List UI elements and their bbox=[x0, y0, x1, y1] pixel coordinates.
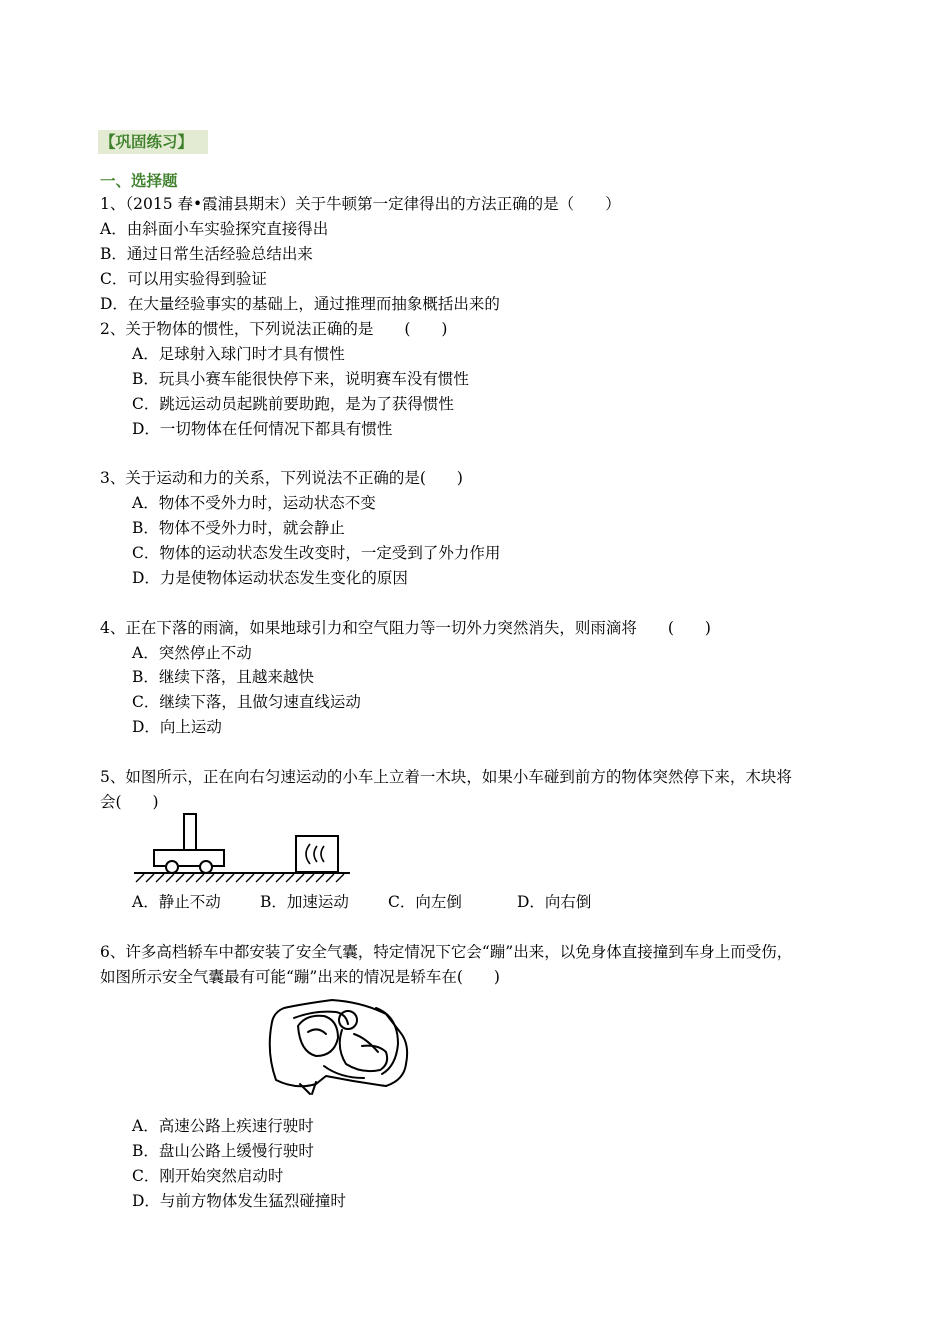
part-heading: 一、选择题 bbox=[100, 172, 178, 190]
q4-stem: 4、正在下落的雨滴，如果地球引力和空气阻力等一切外力突然消失，则雨滴将 ( ) bbox=[100, 619, 711, 637]
obstacle-box bbox=[296, 836, 338, 872]
q1-option-d: D．在大量经验事实的基础上，通过推理而抽象概括出来的 bbox=[100, 295, 500, 313]
q4-option-b: B．继续下落，且越来越快 bbox=[132, 668, 314, 686]
q6-option-b: B．盘山公路上缓慢行驶时 bbox=[132, 1142, 314, 1160]
cart-wheel-left bbox=[166, 861, 178, 873]
q6-stem-line2: 如图所示安全气囊最有可能“蹦”出来的情况是轿车在( ) bbox=[100, 968, 500, 986]
q5-stem-line1: 5、如图所示，正在向右匀速运动的小车上立着一木块，如果小车碰到前方的物体突然停下来，木块将 bbox=[100, 768, 792, 786]
q3-option-d: D．力是使物体运动状态发生变化的原因 bbox=[132, 569, 408, 587]
q3-option-c: C．物体的运动状态发生改变时，一定受到了外力作用 bbox=[132, 544, 501, 562]
driver-head bbox=[339, 1011, 357, 1029]
q6-stem-line1: 6、许多高档轿车中都安装了安全气囊，特定情况下它会“蹦”出来，以免身体直接撞到车身上而受伤， bbox=[100, 943, 793, 961]
q3-option-a: A．物体不受外力时，运动状态不变 bbox=[132, 494, 376, 512]
q5-option-c: C．向左倒 bbox=[388, 893, 462, 911]
q4-option-a: A．突然停止不动 bbox=[132, 644, 252, 662]
q2-option-b: B．玩具小赛车能很快停下来，说明赛车没有惯性 bbox=[132, 370, 469, 388]
airbag-shape bbox=[298, 1016, 338, 1056]
q1-option-a: A．由斜面小车实验探究直接得出 bbox=[100, 220, 329, 238]
q4-option-d: D．向上运动 bbox=[132, 718, 222, 736]
cart-block-figure bbox=[132, 812, 352, 884]
q6-option-c: C．刚开始突然启动时 bbox=[132, 1167, 284, 1185]
airbag-figure bbox=[264, 988, 414, 1098]
section-heading: 【巩固练习】 bbox=[100, 133, 194, 151]
q2-stem: 2、关于物体的惯性，下列说法正确的是 ( ) bbox=[100, 320, 448, 338]
q5-option-d: D．向右倒 bbox=[517, 893, 592, 911]
q4-option-c: C．继续下落，且做匀速直线运动 bbox=[132, 693, 361, 711]
driver-body bbox=[340, 1030, 387, 1071]
wooden-block bbox=[184, 814, 196, 850]
q6-option-a: A．高速公路上疾速行驶时 bbox=[132, 1117, 314, 1135]
q1-stem: 1、（2015 春•霞浦县期末）关于牛顿第一定律得出的方法正确的是（ ） bbox=[100, 195, 621, 213]
cart-wheel-right bbox=[200, 861, 212, 873]
q5-option-b: B．加速运动 bbox=[260, 893, 349, 911]
q5-stem-line2: 会( ) bbox=[100, 793, 159, 811]
q3-stem: 3、关于运动和力的关系，下列说法不正确的是( ) bbox=[100, 469, 463, 487]
q2-option-d: D．一切物体在任何情况下都具有惯性 bbox=[132, 420, 393, 438]
q6-option-d: D．与前方物体发生猛烈碰撞时 bbox=[132, 1192, 346, 1210]
q2-option-c: C．跳远运动员起跳前要助跑，是为了获得惯性 bbox=[132, 395, 454, 413]
q3-option-b: B．物体不受外力时，就会静止 bbox=[132, 519, 345, 537]
cart-body bbox=[154, 850, 224, 866]
seat bbox=[376, 1008, 398, 1074]
q5-option-a: A．静止不动 bbox=[132, 893, 221, 911]
q2-option-a: A．足球射入球门时才具有惯性 bbox=[132, 345, 345, 363]
q1-option-c: C．可以用实验得到验证 bbox=[100, 270, 267, 288]
q1-option-b: B．通过日常生活经验总结出来 bbox=[100, 245, 313, 263]
